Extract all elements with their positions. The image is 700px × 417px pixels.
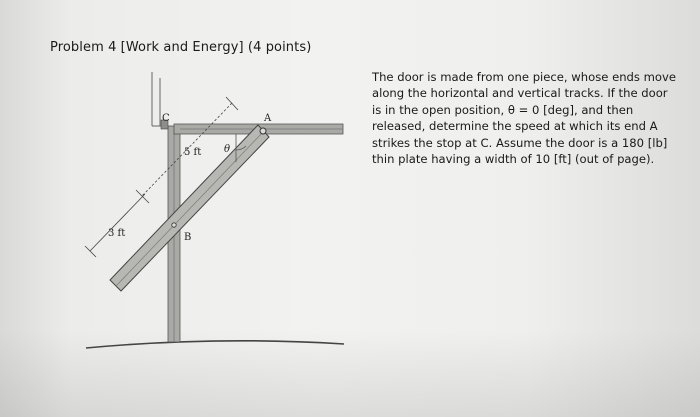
ground-line <box>86 341 344 348</box>
label-a: A <box>264 113 272 124</box>
pin-b <box>172 223 176 227</box>
problem-text-line: thin plate having a width of 10 [ft] (out of page). <box>372 152 655 167</box>
problem-text-line: strikes the stop at C. Assume the door is a 180 [lb] <box>372 135 668 150</box>
problem-text-line: released, determine the speed at which its end A <box>372 119 658 134</box>
problem-text-line: along the horizontal and vertical tracks. If the door <box>372 86 668 101</box>
label-b: B <box>184 232 192 243</box>
label-3ft: 3 ft <box>108 228 126 239</box>
label-5ft: 5 ft <box>184 147 202 158</box>
label-c: C <box>162 113 170 124</box>
pin-a <box>260 128 266 134</box>
problem-text-line: The door is made from one piece, whose ends move <box>372 70 677 84</box>
problem-text-line: is in the open position, θ = 0 [deg], and then <box>372 102 634 117</box>
dim-3ft-line <box>90 194 145 251</box>
label-theta: θ <box>224 144 231 155</box>
problem-title: Problem 4 [Work and Energy] (4 points) <box>50 40 312 55</box>
